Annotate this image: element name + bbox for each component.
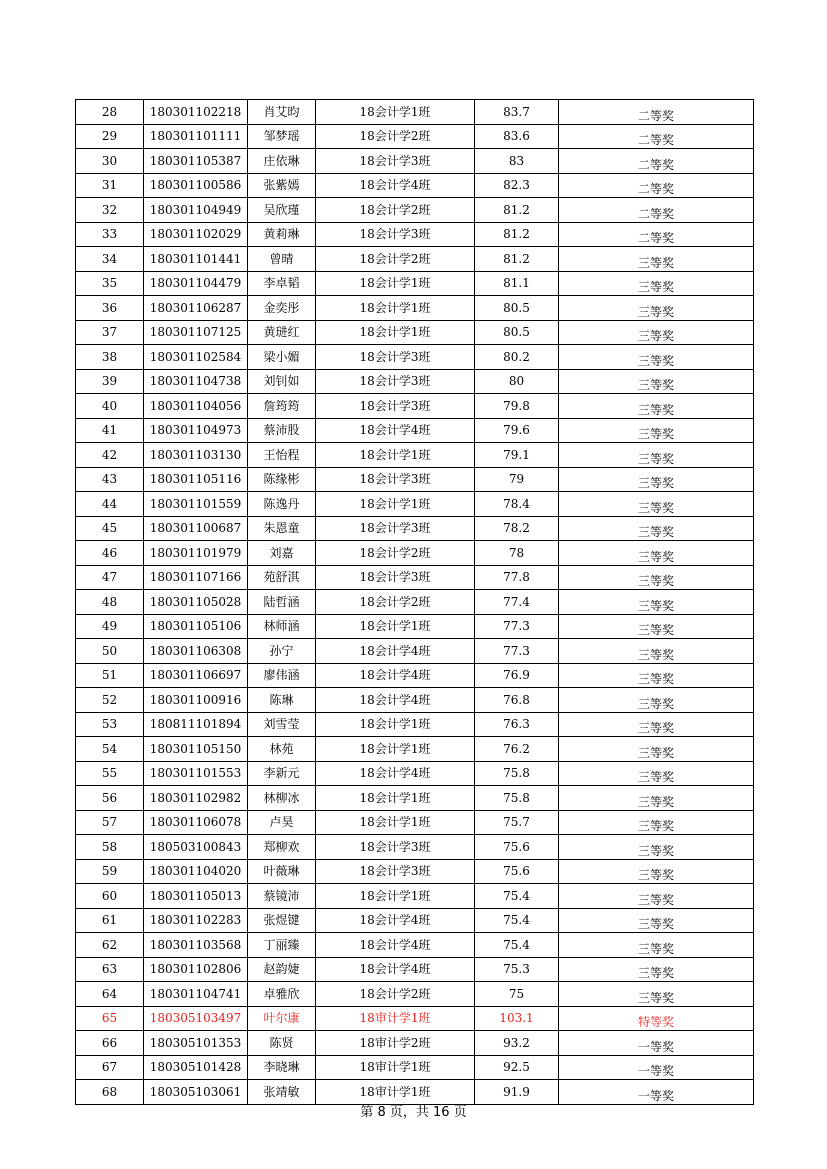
class-name-cell: 18审计学1班	[316, 1006, 475, 1031]
class-name-cell: 18会计学1班	[316, 296, 475, 321]
student-name-cell: 陈缘彬	[248, 467, 316, 492]
award-cell: 三等奖	[559, 786, 754, 811]
score-cell: 75.4	[475, 933, 559, 958]
student-name-cell: 金奕彤	[248, 296, 316, 321]
award-cell: 三等奖	[559, 320, 754, 345]
student-name-cell: 丁丽臻	[248, 933, 316, 958]
table-row	[76, 639, 754, 664]
score-cell: 81.2	[475, 247, 559, 272]
class-name-cell: 18审计学2班	[316, 1031, 475, 1056]
table-row	[76, 712, 754, 737]
table-row	[76, 1055, 754, 1080]
award-cell: 三等奖	[559, 516, 754, 541]
score-cell: 82.3	[475, 173, 559, 198]
award-cell: 三等奖	[559, 933, 754, 958]
award-cell: 三等奖	[559, 541, 754, 566]
score-cell: 79.1	[475, 443, 559, 468]
class-name-cell: 18会计学1班	[316, 810, 475, 835]
score-cell: 79	[475, 467, 559, 492]
class-name-cell: 18会计学2班	[316, 982, 475, 1007]
class-name-cell: 18会计学3班	[316, 467, 475, 492]
student-name-cell: 王怡程	[248, 443, 316, 468]
table-row	[76, 541, 754, 566]
student-id-cell: 180301100586	[144, 173, 248, 198]
student-name-cell: 蔡沛股	[248, 418, 316, 443]
class-name-cell: 18会计学1班	[316, 614, 475, 639]
student-name-cell: 林柳冰	[248, 786, 316, 811]
student-name-cell: 赵韵婕	[248, 957, 316, 982]
score-cell: 92.5	[475, 1055, 559, 1080]
row-number-cell: 46	[76, 541, 144, 566]
student-name-cell: 吴欣瑾	[248, 198, 316, 223]
table-row	[76, 149, 754, 174]
score-cell: 83.6	[475, 124, 559, 149]
table-row	[76, 418, 754, 443]
award-cell: 三等奖	[559, 345, 754, 370]
award-table	[75, 99, 754, 1105]
row-number-cell: 35	[76, 271, 144, 296]
student-id-cell: 180301102806	[144, 957, 248, 982]
student-name-cell: 廖伟涵	[248, 663, 316, 688]
table-row	[76, 835, 754, 860]
student-name-cell: 卢昊	[248, 810, 316, 835]
score-cell: 83	[475, 149, 559, 174]
student-name-cell: 刘嘉	[248, 541, 316, 566]
class-name-cell: 18会计学3班	[316, 222, 475, 247]
footer-middle: 页，共	[389, 1105, 429, 1120]
row-number-cell: 65	[76, 1006, 144, 1031]
table-body	[76, 100, 754, 1105]
table-row	[76, 100, 754, 125]
award-cell: 三等奖	[559, 443, 754, 468]
student-id-cell: 180301104973	[144, 418, 248, 443]
score-cell: 80.5	[475, 296, 559, 321]
table-row	[76, 884, 754, 909]
award-cell: 特等奖	[559, 1006, 754, 1031]
row-number-cell: 63	[76, 957, 144, 982]
student-id-cell: 180503100843	[144, 835, 248, 860]
table-row	[76, 786, 754, 811]
row-number-cell: 33	[76, 222, 144, 247]
row-number-cell: 66	[76, 1031, 144, 1056]
class-name-cell: 18会计学1班	[316, 100, 475, 125]
table-row	[76, 859, 754, 884]
row-number-cell: 44	[76, 492, 144, 517]
student-name-cell: 刘钊如	[248, 369, 316, 394]
table-row	[76, 296, 754, 321]
student-id-cell: 180301104741	[144, 982, 248, 1007]
score-cell: 80.2	[475, 345, 559, 370]
class-name-cell: 18会计学1班	[316, 271, 475, 296]
class-name-cell: 18会计学3班	[316, 565, 475, 590]
award-cell: 一等奖	[559, 1055, 754, 1080]
award-cell: 三等奖	[559, 467, 754, 492]
student-id-cell: 180301104738	[144, 369, 248, 394]
table-row	[76, 467, 754, 492]
class-name-cell: 18会计学4班	[316, 663, 475, 688]
row-number-cell: 28	[76, 100, 144, 125]
score-cell: 76.8	[475, 688, 559, 713]
class-name-cell: 18会计学3班	[316, 149, 475, 174]
award-cell: 二等奖	[559, 173, 754, 198]
student-name-cell: 林师涵	[248, 614, 316, 639]
student-id-cell: 180301101111	[144, 124, 248, 149]
class-name-cell: 18会计学3班	[316, 369, 475, 394]
score-cell: 77.3	[475, 639, 559, 664]
award-cell: 三等奖	[559, 663, 754, 688]
table-row	[76, 124, 754, 149]
table-row	[76, 492, 754, 517]
row-number-cell: 52	[76, 688, 144, 713]
class-name-cell: 18会计学3班	[316, 859, 475, 884]
row-number-cell: 61	[76, 908, 144, 933]
award-cell: 一等奖	[559, 1080, 754, 1105]
table-row	[76, 737, 754, 762]
award-cell: 二等奖	[559, 198, 754, 223]
row-number-cell: 54	[76, 737, 144, 762]
student-id-cell: 180301107166	[144, 565, 248, 590]
table-row	[76, 271, 754, 296]
score-cell: 91.9	[475, 1080, 559, 1105]
class-name-cell: 18会计学2班	[316, 590, 475, 615]
student-name-cell: 林苑	[248, 737, 316, 762]
student-id-cell: 180301104949	[144, 198, 248, 223]
score-cell: 76.3	[475, 712, 559, 737]
student-id-cell: 180301102283	[144, 908, 248, 933]
student-name-cell: 肖艾昀	[248, 100, 316, 125]
student-name-cell: 陈逸丹	[248, 492, 316, 517]
score-cell: 78.4	[475, 492, 559, 517]
table-row	[76, 688, 754, 713]
student-id-cell: 180301101559	[144, 492, 248, 517]
student-name-cell: 张紫嫣	[248, 173, 316, 198]
student-id-cell: 180301102584	[144, 345, 248, 370]
award-cell: 二等奖	[559, 124, 754, 149]
award-cell: 三等奖	[559, 712, 754, 737]
student-name-cell: 蔡镜沛	[248, 884, 316, 909]
class-name-cell: 18会计学1班	[316, 737, 475, 762]
table-row	[76, 247, 754, 272]
table-row	[76, 590, 754, 615]
table-row	[76, 320, 754, 345]
award-cell: 三等奖	[559, 859, 754, 884]
score-cell: 75	[475, 982, 559, 1007]
student-id-cell: 180301105387	[144, 149, 248, 174]
student-id-cell: 180301100687	[144, 516, 248, 541]
award-cell: 二等奖	[559, 222, 754, 247]
award-cell: 三等奖	[559, 418, 754, 443]
student-name-cell: 曾晴	[248, 247, 316, 272]
class-name-cell: 18会计学4班	[316, 173, 475, 198]
student-name-cell: 庄依琳	[248, 149, 316, 174]
award-cell: 三等奖	[559, 639, 754, 664]
student-name-cell: 苑舒淇	[248, 565, 316, 590]
award-cell: 三等奖	[559, 394, 754, 419]
row-number-cell: 42	[76, 443, 144, 468]
score-cell: 77.4	[475, 590, 559, 615]
student-id-cell: 180305101428	[144, 1055, 248, 1080]
student-id-cell: 180301105013	[144, 884, 248, 909]
class-name-cell: 18会计学1班	[316, 786, 475, 811]
table-row	[76, 222, 754, 247]
student-id-cell: 180811101894	[144, 712, 248, 737]
row-number-cell: 57	[76, 810, 144, 835]
score-cell: 83.7	[475, 100, 559, 125]
row-number-cell: 43	[76, 467, 144, 492]
score-cell: 77.8	[475, 565, 559, 590]
student-name-cell: 詹筠筠	[248, 394, 316, 419]
award-cell: 三等奖	[559, 761, 754, 786]
student-name-cell: 李晓琳	[248, 1055, 316, 1080]
score-cell: 77.3	[475, 614, 559, 639]
student-name-cell: 朱恩童	[248, 516, 316, 541]
row-number-cell: 62	[76, 933, 144, 958]
class-name-cell: 18审计学1班	[316, 1055, 475, 1080]
student-id-cell: 180301103568	[144, 933, 248, 958]
class-name-cell: 18会计学4班	[316, 908, 475, 933]
class-name-cell: 18会计学1班	[316, 712, 475, 737]
row-number-cell: 53	[76, 712, 144, 737]
class-name-cell: 18会计学1班	[316, 492, 475, 517]
table-row	[76, 198, 754, 223]
row-number-cell: 67	[76, 1055, 144, 1080]
table-row	[76, 933, 754, 958]
score-cell: 75.4	[475, 908, 559, 933]
student-id-cell: 180301104056	[144, 394, 248, 419]
class-name-cell: 18会计学2班	[316, 541, 475, 566]
student-id-cell: 180301106287	[144, 296, 248, 321]
class-name-cell: 18会计学3班	[316, 516, 475, 541]
footer-total-pages: 16	[433, 1105, 450, 1120]
award-cell: 二等奖	[559, 100, 754, 125]
footer-page-number: 8	[377, 1105, 386, 1120]
student-name-cell: 梁小媚	[248, 345, 316, 370]
table-row	[76, 761, 754, 786]
table-row	[76, 1031, 754, 1056]
row-number-cell: 29	[76, 124, 144, 149]
row-number-cell: 50	[76, 639, 144, 664]
student-name-cell: 叶尔康	[248, 1006, 316, 1031]
score-cell: 76.9	[475, 663, 559, 688]
table-row	[76, 663, 754, 688]
award-cell: 三等奖	[559, 296, 754, 321]
score-cell: 80.5	[475, 320, 559, 345]
row-number-cell: 58	[76, 835, 144, 860]
student-id-cell: 180301105150	[144, 737, 248, 762]
award-cell: 三等奖	[559, 492, 754, 517]
score-cell: 80	[475, 369, 559, 394]
class-name-cell: 18会计学4班	[316, 761, 475, 786]
score-cell: 75.8	[475, 786, 559, 811]
table-row	[76, 957, 754, 982]
student-id-cell: 180301101441	[144, 247, 248, 272]
award-cell: 三等奖	[559, 590, 754, 615]
class-name-cell: 18会计学1班	[316, 320, 475, 345]
row-number-cell: 68	[76, 1080, 144, 1105]
student-id-cell: 180301102982	[144, 786, 248, 811]
score-cell: 75.4	[475, 884, 559, 909]
row-number-cell: 60	[76, 884, 144, 909]
student-name-cell: 邹梦瑶	[248, 124, 316, 149]
student-id-cell: 180301106308	[144, 639, 248, 664]
row-number-cell: 64	[76, 982, 144, 1007]
award-cell: 三等奖	[559, 982, 754, 1007]
page-footer	[0, 1101, 827, 1120]
table-row	[76, 908, 754, 933]
score-cell: 79.8	[475, 394, 559, 419]
footer-prefix: 第	[360, 1105, 374, 1120]
table-row	[76, 982, 754, 1007]
award-cell: 三等奖	[559, 369, 754, 394]
row-number-cell: 45	[76, 516, 144, 541]
table-row	[76, 1006, 754, 1031]
table-row	[76, 443, 754, 468]
student-name-cell: 陈贤	[248, 1031, 316, 1056]
class-name-cell: 18会计学1班	[316, 884, 475, 909]
table-row	[76, 614, 754, 639]
row-number-cell: 47	[76, 565, 144, 590]
award-cell: 三等奖	[559, 908, 754, 933]
row-number-cell: 31	[76, 173, 144, 198]
footer-suffix: 页	[453, 1105, 467, 1120]
row-number-cell: 32	[76, 198, 144, 223]
student-id-cell: 180301103130	[144, 443, 248, 468]
award-cell: 三等奖	[559, 957, 754, 982]
class-name-cell: 18会计学1班	[316, 443, 475, 468]
row-number-cell: 41	[76, 418, 144, 443]
row-number-cell: 56	[76, 786, 144, 811]
student-name-cell: 李新元	[248, 761, 316, 786]
student-name-cell: 陈琳	[248, 688, 316, 713]
table-row	[76, 345, 754, 370]
student-id-cell: 180301105106	[144, 614, 248, 639]
row-number-cell: 38	[76, 345, 144, 370]
student-id-cell: 180301104020	[144, 859, 248, 884]
class-name-cell: 18会计学2班	[316, 124, 475, 149]
row-number-cell: 48	[76, 590, 144, 615]
class-name-cell: 18会计学3班	[316, 835, 475, 860]
class-name-cell: 18会计学3班	[316, 345, 475, 370]
student-name-cell: 卓雅欣	[248, 982, 316, 1007]
student-id-cell: 180301105116	[144, 467, 248, 492]
row-number-cell: 36	[76, 296, 144, 321]
student-id-cell: 180301104479	[144, 271, 248, 296]
student-id-cell: 180301101979	[144, 541, 248, 566]
award-cell: 三等奖	[559, 810, 754, 835]
class-name-cell: 18会计学4班	[316, 688, 475, 713]
score-cell: 76.2	[475, 737, 559, 762]
student-name-cell: 李卓韬	[248, 271, 316, 296]
score-cell: 93.2	[475, 1031, 559, 1056]
student-id-cell: 180305101353	[144, 1031, 248, 1056]
score-cell: 75.6	[475, 859, 559, 884]
award-cell: 三等奖	[559, 614, 754, 639]
award-cell: 二等奖	[559, 149, 754, 174]
score-cell: 75.3	[475, 957, 559, 982]
student-name-cell: 张煜键	[248, 908, 316, 933]
award-cell: 三等奖	[559, 884, 754, 909]
row-number-cell: 30	[76, 149, 144, 174]
class-name-cell: 18会计学4班	[316, 639, 475, 664]
class-name-cell: 18会计学2班	[316, 198, 475, 223]
student-id-cell: 180301102218	[144, 100, 248, 125]
student-name-cell: 郑柳欢	[248, 835, 316, 860]
award-cell: 三等奖	[559, 271, 754, 296]
row-number-cell: 37	[76, 320, 144, 345]
student-id-cell: 180305103061	[144, 1080, 248, 1105]
student-id-cell: 180301106697	[144, 663, 248, 688]
table-row	[76, 810, 754, 835]
award-cell: 三等奖	[559, 688, 754, 713]
award-cell: 三等奖	[559, 835, 754, 860]
class-name-cell: 18会计学2班	[316, 247, 475, 272]
award-cell: 三等奖	[559, 247, 754, 272]
class-name-cell: 18会计学3班	[316, 394, 475, 419]
score-cell: 103.1	[475, 1006, 559, 1031]
row-number-cell: 34	[76, 247, 144, 272]
score-cell: 81.2	[475, 198, 559, 223]
score-cell: 75.8	[475, 761, 559, 786]
student-name-cell: 张靖敏	[248, 1080, 316, 1105]
row-number-cell: 51	[76, 663, 144, 688]
class-name-cell: 18会计学4班	[316, 957, 475, 982]
student-id-cell: 180301100916	[144, 688, 248, 713]
award-cell: 三等奖	[559, 565, 754, 590]
student-id-cell: 180301107125	[144, 320, 248, 345]
score-cell: 75.7	[475, 810, 559, 835]
student-id-cell: 180301102029	[144, 222, 248, 247]
student-name-cell: 叶薇琳	[248, 859, 316, 884]
row-number-cell: 59	[76, 859, 144, 884]
table-row	[76, 394, 754, 419]
table-row	[76, 369, 754, 394]
student-name-cell: 黄琎红	[248, 320, 316, 345]
score-cell: 78.2	[475, 516, 559, 541]
table-row	[76, 565, 754, 590]
student-name-cell: 孙宁	[248, 639, 316, 664]
student-name-cell: 刘雪莹	[248, 712, 316, 737]
student-id-cell: 180301101553	[144, 761, 248, 786]
class-name-cell: 18会计学4班	[316, 933, 475, 958]
row-number-cell: 55	[76, 761, 144, 786]
award-cell: 三等奖	[559, 737, 754, 762]
row-number-cell: 39	[76, 369, 144, 394]
student-name-cell: 陆哲涵	[248, 590, 316, 615]
class-name-cell: 18审计学1班	[316, 1080, 475, 1105]
score-cell: 78	[475, 541, 559, 566]
student-id-cell: 180301105028	[144, 590, 248, 615]
table-row	[76, 173, 754, 198]
score-cell: 81.2	[475, 222, 559, 247]
student-id-cell: 180301106078	[144, 810, 248, 835]
score-cell: 79.6	[475, 418, 559, 443]
student-id-cell: 180305103497	[144, 1006, 248, 1031]
row-number-cell: 40	[76, 394, 144, 419]
class-name-cell: 18会计学4班	[316, 418, 475, 443]
student-name-cell: 黄莉琳	[248, 222, 316, 247]
score-cell: 75.6	[475, 835, 559, 860]
table-row	[76, 516, 754, 541]
score-cell: 81.1	[475, 271, 559, 296]
row-number-cell: 49	[76, 614, 144, 639]
award-cell: 一等奖	[559, 1031, 754, 1056]
